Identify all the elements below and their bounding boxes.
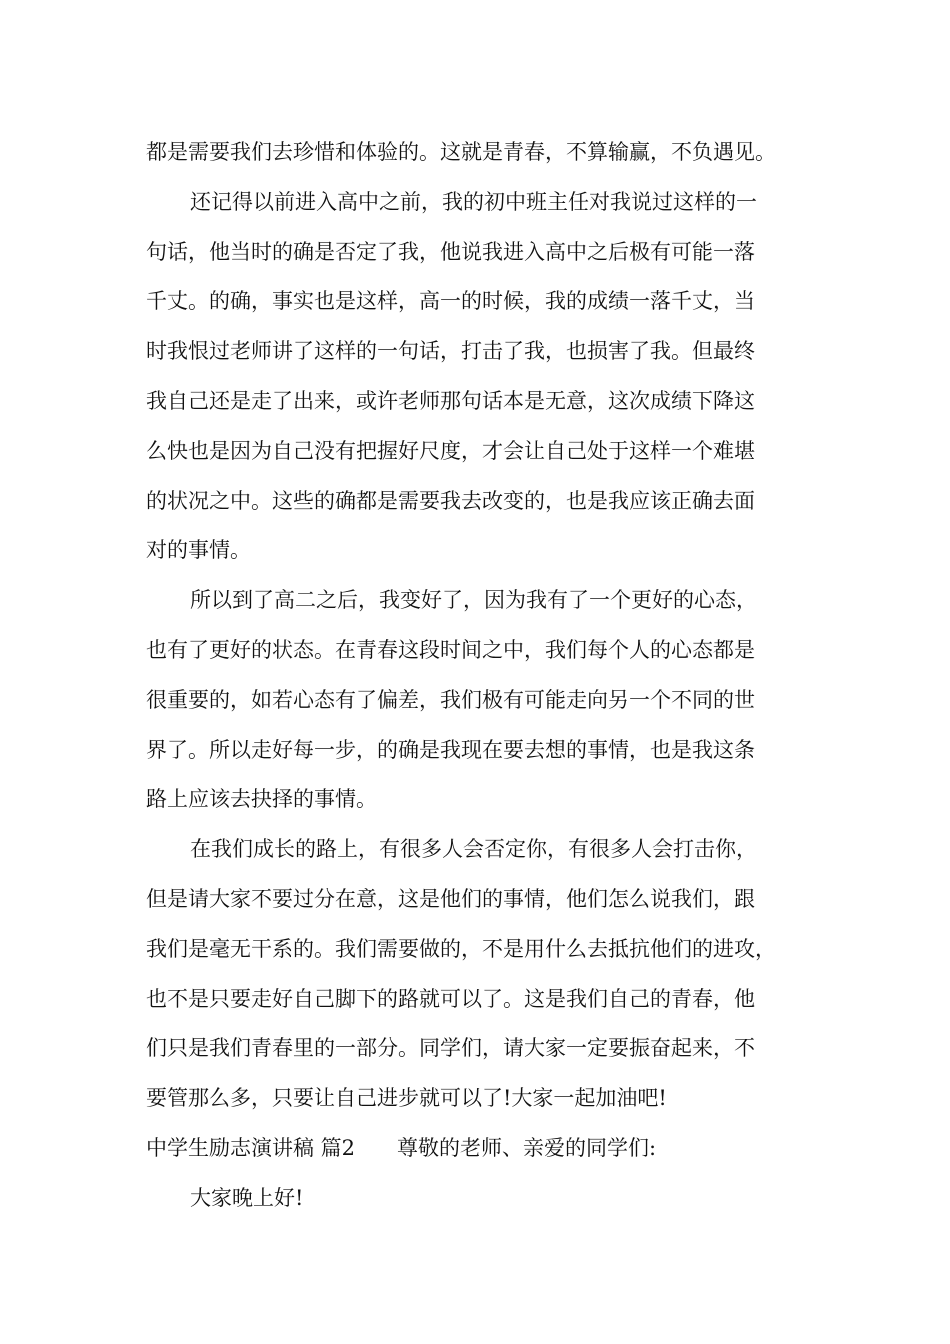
paragraph-2 <box>146 178 836 576</box>
greeting-paragraph <box>146 1174 836 1224</box>
paragraph-3 <box>146 576 836 825</box>
text-line: 我自己还是走了出来，或许老师那句话本是无意，这次成绩下降这 <box>146 388 755 413</box>
section-heading-row <box>146 1124 836 1174</box>
paragraph-1 <box>146 128 836 178</box>
text-line: 还记得以前进入高中之前，我的初中班主任对我说过这样的一 <box>190 189 757 214</box>
text-line: 千丈。的确，事实也是这样，高一的时候，我的成绩一落千丈，当 <box>146 289 755 314</box>
text-line: 的状况之中。这些的确都是需要我去改变的，也是我应该正确去面 <box>146 488 755 513</box>
section-heading: 中学生励志演讲稿 篇2 <box>146 1135 356 1160</box>
text-line: 界了。所以走好每一步，的确是我现在要去想的事情，也是我这条 <box>146 737 755 762</box>
text-line: 对的事情。 <box>146 538 251 563</box>
document-body <box>146 128 836 1224</box>
salutation: 尊敬的老师、亲爱的同学们: <box>397 1135 657 1160</box>
text-line: 句话，他当时的确是否定了我，他说我进入高中之后极有可能一落 <box>146 239 755 264</box>
text-line: 路上应该去抉择的事情。 <box>146 787 377 812</box>
text-line: 要管那么多，只要让自己进步就可以了!大家一起加油吧! <box>146 1086 667 1111</box>
text-line: 都是需要我们去珍惜和体验的。这就是青春，不算输赢，不负遇见。 <box>146 140 776 164</box>
text-line: 也不是只要走好自己脚下的路就可以了。这是我们自己的青春，他 <box>146 986 755 1011</box>
paragraph-4 <box>146 825 836 1124</box>
text-line: 时我恨过老师讲了这样的一句话，打击了我，也损害了我。但最终 <box>146 339 755 364</box>
text-line: 也有了更好的状态。在青春这段时间之中，我们每个人的心态都是 <box>146 637 755 662</box>
text-line: 们只是我们青春里的一部分。同学们，请大家一定要振奋起来，不 <box>146 1036 755 1061</box>
text-line: 么快也是因为自己没有把握好尺度，才会让自己处于这样一个难堪 <box>146 438 755 463</box>
text-line: 但是请大家不要过分在意，这是他们的事情，他们怎么说我们，跟 <box>146 886 755 911</box>
text-line: 我们是毫无干系的。我们需要做的，不是用什么去抵抗他们的进攻， <box>146 936 776 961</box>
text-line: 所以到了高二之后，我变好了，因为我有了一个更好的心态， <box>190 588 757 613</box>
text-line: 很重要的，如若心态有了偏差，我们极有可能走向另一个不同的世 <box>146 687 755 712</box>
text-line: 在我们成长的路上，有很多人会否定你，有很多人会打击你， <box>190 837 757 862</box>
greeting: 大家晚上好! <box>190 1185 304 1210</box>
